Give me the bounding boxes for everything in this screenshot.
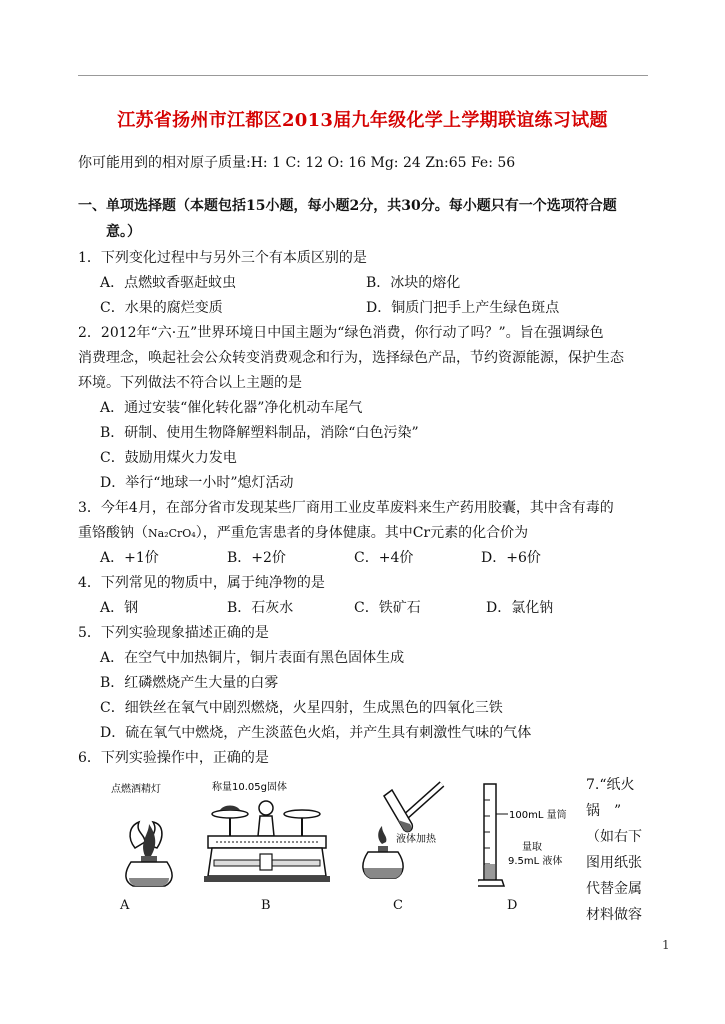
- page-number: 1: [662, 938, 670, 952]
- q7-line2: 锅 ”: [586, 803, 622, 819]
- q7-line5: 代替金属: [586, 881, 642, 897]
- q5-option-b: B．红磷燃烧产生大量的白雾: [100, 675, 279, 691]
- q2-option-c: C．鼓励用煤火力发电: [100, 450, 237, 466]
- page-title: 江苏省扬州市江都区2013届九年级化学上学期联谊练习试题: [117, 110, 608, 131]
- q2-line3: 环境。下列做法不符合以上主题的是: [78, 375, 302, 391]
- q3-formula: Na₂CrO₄: [148, 527, 196, 540]
- q6-stem: 6．下列实验操作中，正确的是: [78, 750, 269, 766]
- q7-line1: 7.“纸火: [586, 777, 635, 793]
- q4-option-d: D．氯化钠: [486, 600, 554, 616]
- q1-stem: 1．下列变化过程中与另外三个有本质区别的是: [78, 250, 367, 266]
- q4-option-a: A．钢: [100, 600, 139, 616]
- q3-option-d: D．+6价: [481, 550, 541, 566]
- figure-d-cylinder: [478, 780, 574, 892]
- section1-heading: 一、单项选择题（本题包括15小题，每小题2分，共30分。每小题只有一个选项符合题: [78, 198, 617, 214]
- figure-d-label-volume: 9.5mL 液体: [508, 856, 563, 867]
- q4-option-c: C．铁矿石: [354, 600, 421, 616]
- figure-c-liquid-heating: [352, 780, 452, 892]
- figure-b-label: 称量10.05g固体: [212, 782, 287, 793]
- figure-c-caption: C: [393, 898, 403, 913]
- figure-b-caption: B: [261, 898, 271, 913]
- q2-option-a: A．通过安装“催化转化器”净化机动车尾气: [100, 400, 363, 416]
- q1-option-b: B．冰块的熔化: [366, 275, 461, 291]
- q7-line6: 材料做容: [586, 907, 642, 923]
- section1-heading-cont: 意。）: [106, 224, 141, 240]
- q1-option-a: A．点燃蚊香驱赶蚊虫: [100, 275, 237, 291]
- q7-line4: 图用纸张: [586, 855, 642, 871]
- q2-line2: 消费理念，唤起社会公众转变消费观念和行为，选择绿色产品，节约资源能源，保护生态: [78, 350, 624, 366]
- figure-c-label: 液体加热: [396, 834, 436, 845]
- figure-d-label-cylinder: 100mL 量筒: [509, 810, 567, 821]
- q3-line1: 3．今年4月，在部分省市发现某些厂商用工业皮革废料来生产药用胶囊，其中含有毒的: [78, 500, 614, 516]
- q2-line1: 2．2012年“六·五”世界环境日中国主题为“绿色消费，你行动了吗？”。旨在强调绿色: [78, 325, 604, 341]
- q2-option-b: B．研制、使用生物降解塑料制品，消除“白色污染”: [100, 425, 419, 441]
- q5-option-c: C．细铁丝在氧气中剧烈燃烧，火星四射，生成黑色的四氧化三铁: [100, 700, 503, 716]
- q3-line2-suffix: ），严重危害患者的身体健康。其中Cr元素的化合价为: [195, 525, 529, 541]
- q3-line2-prefix: 重铬酸钠（: [78, 525, 148, 541]
- q1-option-d: D．铜质门把手上产生绿色斑点: [366, 300, 560, 316]
- q4-option-b: B．石灰水: [227, 600, 294, 616]
- q5-stem: 5．下列实验现象描述正确的是: [78, 625, 269, 641]
- q3-option-b: B．+2价: [227, 550, 286, 566]
- figure-d-label-measure: 量取: [522, 842, 542, 853]
- q3-option-c: C．+4价: [354, 550, 414, 566]
- figure-a-caption: A: [120, 898, 130, 913]
- figure-a-label: 点燃酒精灯: [111, 784, 161, 795]
- q5-option-d: D．硫在氧气中燃烧，产生淡蓝色火焰，并产生具有刺激性气味的气体: [100, 725, 532, 741]
- q1-option-c: C．水果的腐烂变质: [100, 300, 223, 316]
- figure-d-caption: D: [507, 898, 518, 913]
- q7-line3: （如右下: [586, 829, 642, 845]
- q2-option-d: D．举行“地球一小时”熄灯活动: [100, 475, 294, 491]
- q5-option-a: A．在空气中加热铜片，铜片表面有黑色固体生成: [100, 650, 405, 666]
- figure-a-alcohol-lamp: [105, 778, 195, 890]
- atomic-mass-line: 你可能用到的相对原子质量:H: 1 C: 12 O: 16 Mg: 24 Zn:65 Fe: 56: [78, 155, 516, 171]
- q3-line2: [78, 523, 528, 544]
- header-rule: [78, 75, 648, 76]
- q3-option-a: A．+1价: [100, 550, 159, 566]
- figure-b-balance: [202, 776, 332, 892]
- q4-stem: 4．下列常见的物质中，属于纯净物的是: [78, 575, 325, 591]
